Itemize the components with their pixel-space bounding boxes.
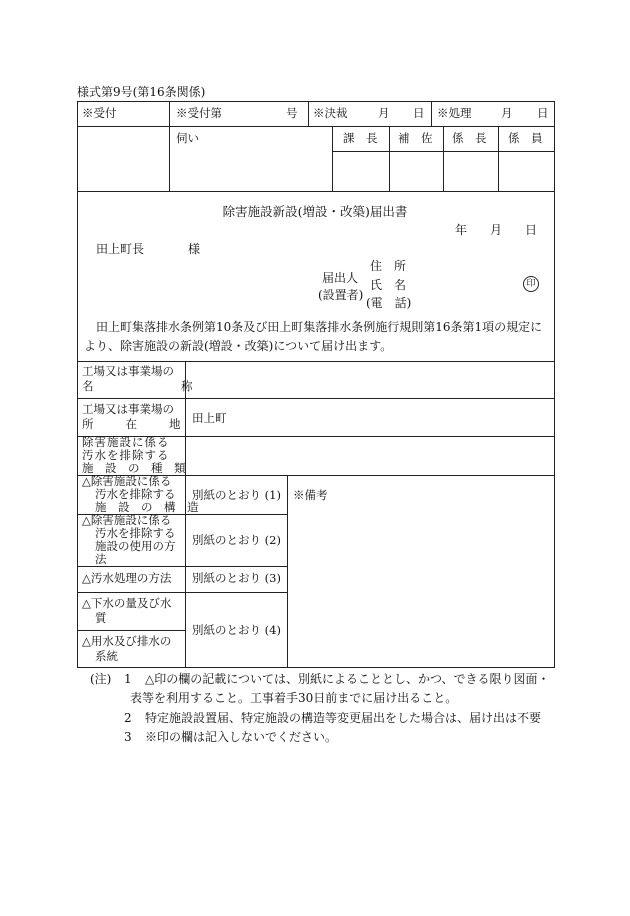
body-text: 田上町集落排水条例第10条及び田上町集落排水条例施行規則第16条第1項の規定により、除害施設の新設(増設・改築)について届け出ます。 [84,320,543,353]
factory-name-line2: 名 称 [82,379,198,393]
factory-name-line1: 工場又は事業場の [82,364,174,378]
date-year: 年 [455,223,468,237]
usage-line4: 法 [95,552,107,566]
usage-line1: △除害施設に係る [82,513,172,527]
water-system-line1: △用水及び排水の [82,634,172,648]
applicant-phone-label: (電 話) [366,296,412,310]
applicant-name-label: 氏 名 [370,278,407,292]
factory-name-label [82,364,198,394]
shori-month: 月 [501,106,513,120]
facility-type-line3: 施 設 の 種 類 [82,461,186,475]
usage-value: 別紙のとおり (2) [192,533,281,547]
facility-type-line2: 汚水を排除する [82,448,170,462]
treatment-label: △汚水処理の方法 [82,571,172,585]
facility-type-label [82,436,186,475]
usage-line2: 汚水を排除する [95,526,176,540]
date-month: 月 [490,223,503,237]
note2-number: 2 [124,711,132,725]
structure-line3: 施 設 の 構 造 [95,500,199,514]
note1-line2: 表等を利用すること。工事着手30日前までに届け出ること。 [130,691,458,705]
note3-number: 3 [124,730,132,744]
kakariin-label: 係 員 [508,131,543,145]
form-title: 除害施設新設(増設・改築)届出書 [222,204,408,219]
kessai-day: 日 [413,106,425,120]
factory-location-value: 田上町 [192,411,227,425]
note2-text: 特定施設設置届、特定施設の構造等変更届出をした場合は、届け出は不要 [145,711,542,725]
note3-text: ※印の欄は記入しないでください。 [145,730,338,744]
sewage-line2: 質 [95,611,107,625]
structure-label [82,475,199,514]
treatment-value: 別紙のとおり (3) [192,571,281,585]
uketsuke-number-label: ※受付第 [176,106,222,120]
hosa-label: 補 佐 [398,131,433,145]
usage-line3: 施設の使用の方 [95,539,176,553]
kacho-label: 課 長 [343,131,378,145]
notes-label: (注) [90,672,112,686]
sewage-label [82,596,171,626]
bikou-label: ※備考 [293,488,328,502]
addressee-sama: 様 [188,242,201,256]
factory-location-label [82,402,184,432]
ukagai-label: 伺い [176,131,199,145]
note1-line1: △印の欄の記載については、別紙によることとし、かつ、できる限り図面・ [145,672,550,686]
kessai-month: 月 [378,106,390,120]
applicant-address-label: 住 所 [370,259,407,273]
structure-line2: 汚水を排除する [95,487,176,501]
facility-type-line1: 除害施設に係る [82,435,170,449]
structure-value: 別紙のとおり (1) [192,488,281,502]
factory-location-line1: 工場又は事業場の [82,402,174,416]
go-label: 号 [286,106,298,120]
note1-number: 1 [124,672,132,686]
usage-label [82,514,176,566]
water-system-line2: 系統 [95,649,118,663]
sewage-line1: △下水の量及び水 [82,596,172,610]
sewage-value: 別紙のとおり (4) [192,623,281,637]
form-number: 様式第9号(第16条関係) [77,85,206,99]
water-system-label [82,634,171,664]
shori-label: ※処理 [437,106,472,120]
seal-mark [523,275,539,292]
applicant-label: 届出人 [322,271,359,285]
date-day: 日 [525,223,538,237]
addressee: 田上町長 [96,242,145,256]
kakaricho-label: 係 長 [452,131,487,145]
uketsuke-label: ※受付 [82,106,117,120]
seal-icon: 印 [523,276,539,292]
applicant-setter-label: (設置者) [318,288,364,302]
factory-location-line2: 所 在 地 [82,417,184,431]
shori-day: 日 [537,106,549,120]
structure-line1: △除害施設に係る [82,474,172,488]
kessai-label: ※決裁 [313,106,348,120]
